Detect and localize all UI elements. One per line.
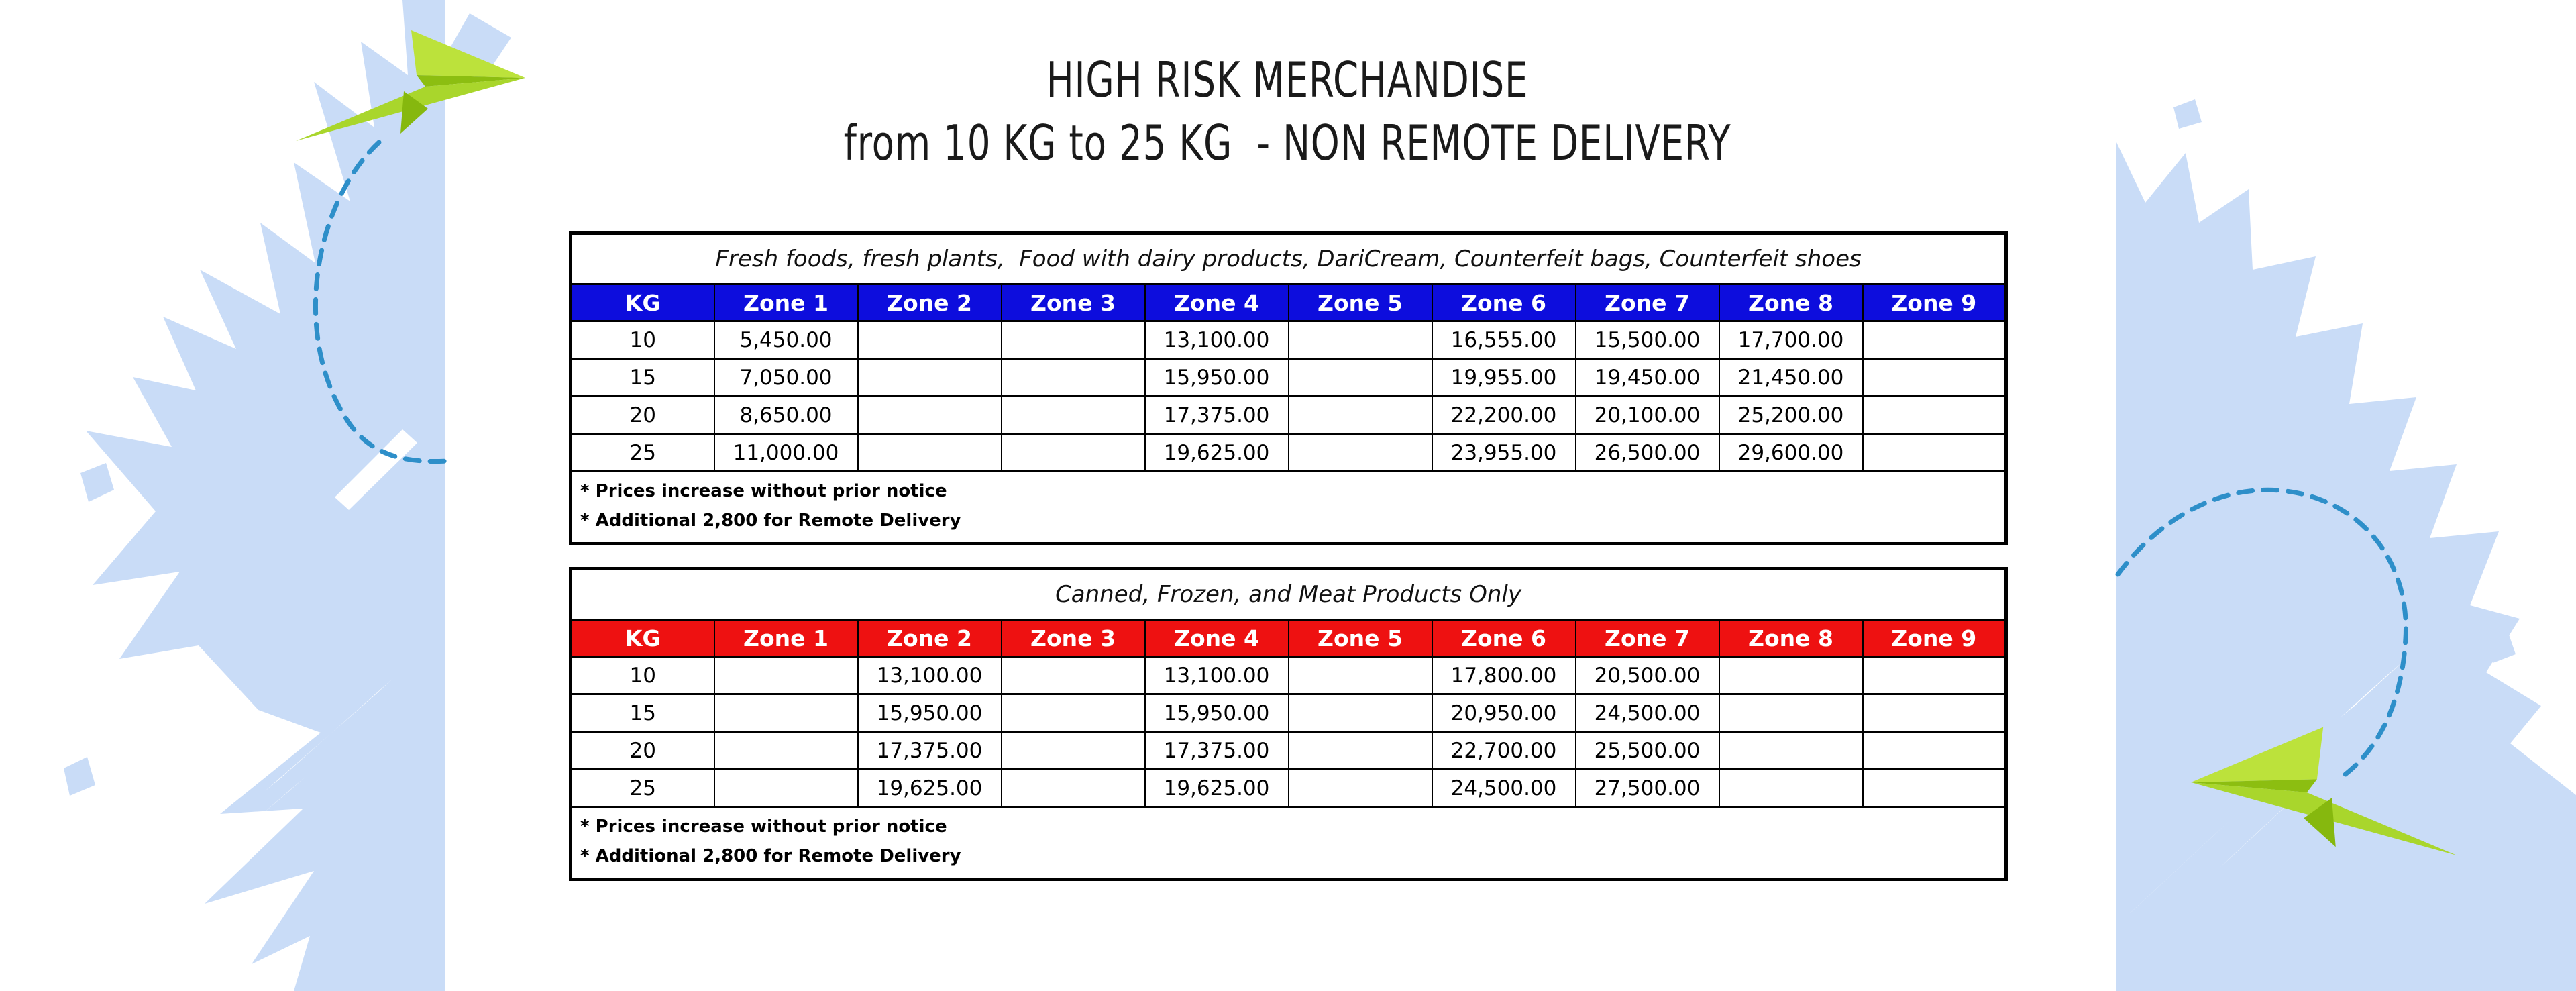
column-header-zone-8: Zone 8 xyxy=(1719,620,1863,657)
price-cell: 19,625.00 xyxy=(858,770,1002,807)
footnotes-row xyxy=(571,472,2006,544)
price-cell: 13,100.00 xyxy=(1145,321,1289,359)
price-cell: 15,950.00 xyxy=(1145,359,1289,397)
right-flight-path xyxy=(2118,490,2406,780)
price-cell: 20,500.00 xyxy=(1576,657,1719,694)
column-header-zone-2: Zone 2 xyxy=(858,620,1002,657)
price-cell xyxy=(1863,770,2006,807)
footnote: * Prices increase without prior notice xyxy=(580,481,947,501)
column-header-zone-1: Zone 1 xyxy=(714,620,858,657)
price-cell xyxy=(1002,359,1145,397)
price-cell xyxy=(1002,732,1145,770)
price-cell xyxy=(1289,770,1432,807)
column-header-zone-3: Zone 3 xyxy=(1002,620,1145,657)
price-cell xyxy=(1289,434,1432,472)
column-header-zone-9: Zone 9 xyxy=(1863,284,2006,321)
price-cell xyxy=(714,732,858,770)
price-cell: 21,450.00 xyxy=(1719,359,1863,397)
price-cell: 25,200.00 xyxy=(1719,397,1863,434)
column-header-zone-1: Zone 1 xyxy=(714,284,858,321)
price-cell xyxy=(858,397,1002,434)
left-flight-path xyxy=(315,142,448,462)
paper-plane-icon xyxy=(2191,727,2457,855)
price-cell: 15,950.00 xyxy=(1145,694,1289,732)
price-cell: 13,100.00 xyxy=(1145,657,1289,694)
kg-cell: 15 xyxy=(571,694,714,732)
price-cell: 11,000.00 xyxy=(714,434,858,472)
paper-plane-icon xyxy=(296,30,525,141)
column-header-zone-5: Zone 5 xyxy=(1289,620,1432,657)
price-cell: 17,700.00 xyxy=(1719,321,1863,359)
column-header-zone-7: Zone 7 xyxy=(1576,620,1719,657)
table-caption: Fresh foods, fresh plants, Food with dairy products, DariCream, Counterfeit bags, Counterfeit shoes xyxy=(571,233,2006,284)
price-cell: 17,375.00 xyxy=(1145,732,1289,770)
table-header-row xyxy=(571,284,2006,321)
price-cell xyxy=(714,657,858,694)
price-cell xyxy=(1719,732,1863,770)
footnote: * Prices increase without prior notice xyxy=(580,817,947,837)
price-cell xyxy=(1863,321,2006,359)
price-cell: 15,500.00 xyxy=(1576,321,1719,359)
price-cell: 16,555.00 xyxy=(1432,321,1576,359)
column-header-kg: KG xyxy=(571,284,714,321)
column-header-zone-5: Zone 5 xyxy=(1289,284,1432,321)
price-cell xyxy=(1289,657,1432,694)
price-cell: 8,650.00 xyxy=(714,397,858,434)
table-footnotes xyxy=(571,472,2006,544)
footnotes-row xyxy=(571,807,2006,880)
price-cell xyxy=(1002,397,1145,434)
column-header-zone-9: Zone 9 xyxy=(1863,620,2006,657)
table-row xyxy=(571,694,2006,732)
price-cell: 15,950.00 xyxy=(858,694,1002,732)
price-cell: 17,375.00 xyxy=(1145,397,1289,434)
price-cell: 7,050.00 xyxy=(714,359,858,397)
table-header-row xyxy=(571,620,2006,657)
table-row xyxy=(571,657,2006,694)
column-header-zone-7: Zone 7 xyxy=(1576,284,1719,321)
price-cell: 24,500.00 xyxy=(1576,694,1719,732)
price-cell xyxy=(1289,321,1432,359)
column-header-kg: KG xyxy=(571,620,714,657)
column-header-zone-4: Zone 4 xyxy=(1145,620,1289,657)
price-cell: 22,700.00 xyxy=(1432,732,1576,770)
price-cell: 22,200.00 xyxy=(1432,397,1576,434)
price-cell xyxy=(1002,657,1145,694)
table-footnotes xyxy=(571,807,2006,880)
price-cell: 17,375.00 xyxy=(858,732,1002,770)
caption-row xyxy=(571,569,2006,620)
price-cell: 27,500.00 xyxy=(1576,770,1719,807)
price-table-fresh-foods xyxy=(569,231,2008,545)
price-cell: 20,100.00 xyxy=(1576,397,1719,434)
price-cell: 19,955.00 xyxy=(1432,359,1576,397)
table-row xyxy=(571,397,2006,434)
price-cell xyxy=(1719,657,1863,694)
price-cell xyxy=(1002,694,1145,732)
price-cell: 25,500.00 xyxy=(1576,732,1719,770)
column-header-zone-6: Zone 6 xyxy=(1432,284,1576,321)
price-table-canned-frozen-meat xyxy=(569,567,2008,881)
kg-cell: 20 xyxy=(571,397,714,434)
price-cell xyxy=(858,321,1002,359)
kg-cell: 10 xyxy=(571,321,714,359)
column-header-zone-6: Zone 6 xyxy=(1432,620,1576,657)
table-row xyxy=(571,732,2006,770)
column-header-zone-2: Zone 2 xyxy=(858,284,1002,321)
table-row xyxy=(571,321,2006,359)
price-cell: 19,625.00 xyxy=(1145,770,1289,807)
footnote: * Additional 2,800 for Remote Delivery xyxy=(580,846,961,866)
price-cell xyxy=(1863,397,2006,434)
page-title: HIGH RISK MERCHANDISE xyxy=(1046,52,1529,108)
table-row xyxy=(571,434,2006,472)
price-cell: 24,500.00 xyxy=(1432,770,1576,807)
price-cell xyxy=(1863,732,2006,770)
footnote: * Additional 2,800 for Remote Delivery xyxy=(580,511,961,531)
price-cell xyxy=(1863,694,2006,732)
column-header-zone-8: Zone 8 xyxy=(1719,284,1863,321)
title-block xyxy=(569,48,2006,174)
price-cell xyxy=(858,434,1002,472)
kg-cell: 25 xyxy=(571,770,714,807)
kg-cell: 10 xyxy=(571,657,714,694)
table-row xyxy=(571,770,2006,807)
price-cell: 19,450.00 xyxy=(1576,359,1719,397)
price-cell xyxy=(1289,359,1432,397)
price-cell: 5,450.00 xyxy=(714,321,858,359)
price-cell xyxy=(858,359,1002,397)
left-ink-splash xyxy=(64,0,511,991)
price-cell xyxy=(1002,321,1145,359)
price-cell: 23,955.00 xyxy=(1432,434,1576,472)
kg-cell: 25 xyxy=(571,434,714,472)
price-cell: 17,800.00 xyxy=(1432,657,1576,694)
price-cell xyxy=(1719,770,1863,807)
kg-cell: 15 xyxy=(571,359,714,397)
kg-cell: 20 xyxy=(571,732,714,770)
page-subtitle: from 10 KG to 25 KG - NON REMOTE DELIVERY xyxy=(843,115,1731,171)
price-cell: 20,950.00 xyxy=(1432,694,1576,732)
table-row xyxy=(571,359,2006,397)
price-cell xyxy=(1863,657,2006,694)
price-cell xyxy=(1289,732,1432,770)
column-header-zone-4: Zone 4 xyxy=(1145,284,1289,321)
right-ink-splash xyxy=(2116,99,2576,991)
price-cell: 26,500.00 xyxy=(1576,434,1719,472)
table-caption: Canned, Frozen, and Meat Products Only xyxy=(571,569,2006,620)
price-cell: 13,100.00 xyxy=(858,657,1002,694)
price-cell: 19,625.00 xyxy=(1145,434,1289,472)
column-header-zone-3: Zone 3 xyxy=(1002,284,1145,321)
caption-row xyxy=(571,233,2006,284)
price-cell xyxy=(1863,359,2006,397)
price-cell: 29,600.00 xyxy=(1719,434,1863,472)
price-cell xyxy=(714,770,858,807)
price-cell xyxy=(1719,694,1863,732)
price-cell xyxy=(1289,397,1432,434)
price-cell xyxy=(1002,770,1145,807)
price-cell xyxy=(1002,434,1145,472)
price-cell xyxy=(714,694,858,732)
price-cell xyxy=(1863,434,2006,472)
price-cell xyxy=(1289,694,1432,732)
